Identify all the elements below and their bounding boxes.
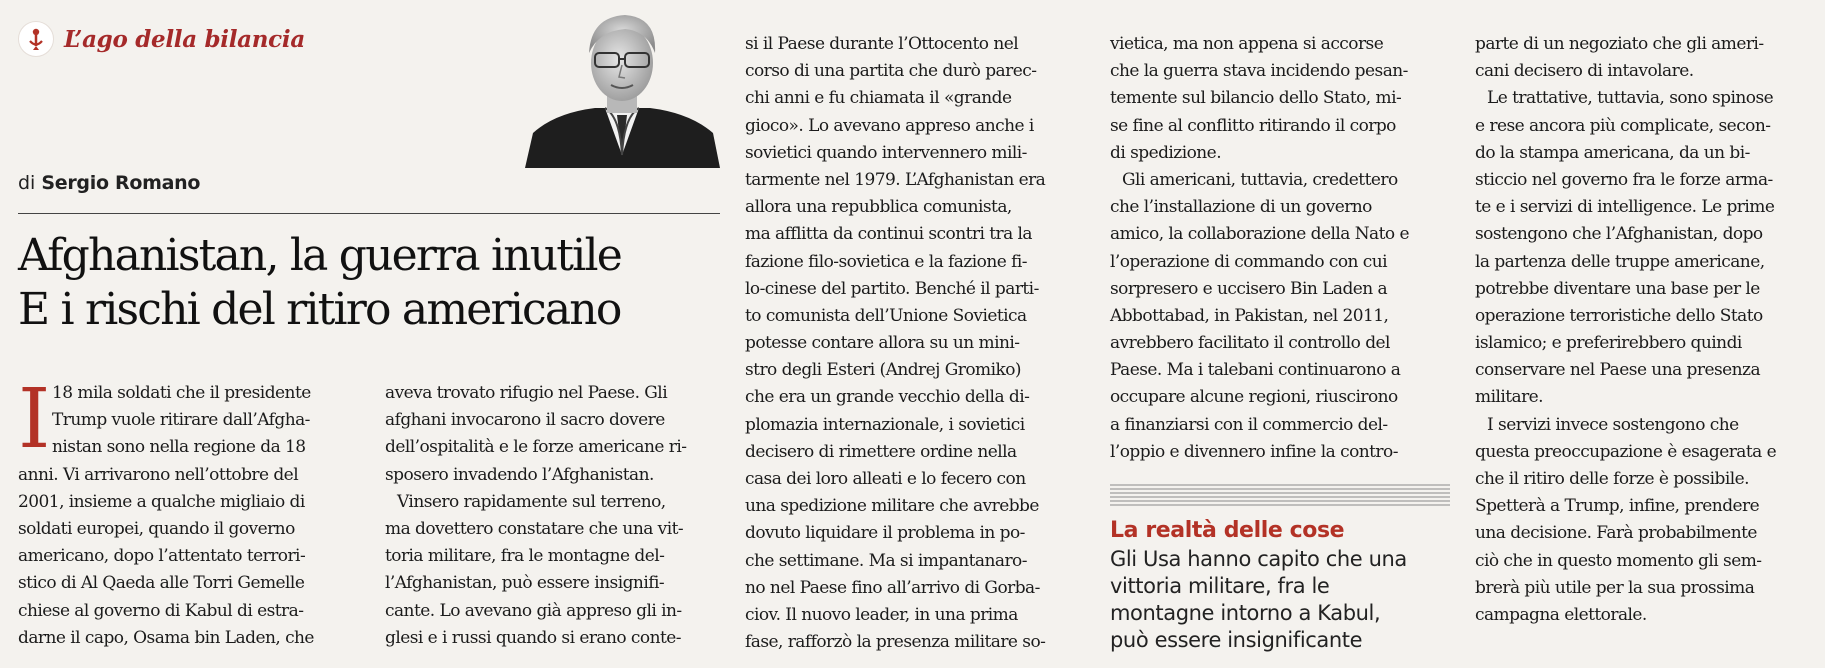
text-line: l’oppio e divennero infine la contro- xyxy=(1110,441,1398,462)
text-line: casa dei loro alleati e lo fecero con xyxy=(745,469,1026,489)
pullquote-text xyxy=(1110,546,1450,654)
text-line: fase, rafforzò la presenza militare so- xyxy=(745,632,1046,653)
text-line: to comunista dell’Unione Sovietica xyxy=(745,305,1027,326)
text-line: darne il capo, Osama bin Laden, che xyxy=(18,627,314,648)
text-line: lo-cinese del partito. Benché il parti- xyxy=(745,278,1039,299)
article-column-1 xyxy=(18,372,348,652)
text-line: glesi e i russi quando si erano conte- xyxy=(385,627,681,648)
text-line: toria militare, fra le montagne del- xyxy=(385,546,665,567)
text-line: l’operazione di commando con cui xyxy=(1110,251,1388,272)
text-line: militare. xyxy=(1475,387,1544,408)
article-column-5 xyxy=(1475,31,1820,629)
text-line: una decisione. Farà probabilmente xyxy=(1475,523,1757,544)
text-line: Trump vuole ritirare dall’Afgha- xyxy=(52,410,310,431)
text-line: 2001, insieme a qualche migliaio di xyxy=(18,491,305,512)
text-line: che il ritiro delle forze è possibile. xyxy=(1475,469,1749,489)
text-line: I servizi invece sostengono che xyxy=(1487,414,1739,435)
text-line: operazione terroristiche dello Stato xyxy=(1475,305,1763,326)
text-line: dovuto liquidare il problema in po- xyxy=(745,523,1025,544)
text-line: di spedizione. xyxy=(1110,142,1222,163)
text-line: do la stampa americana, da un bi- xyxy=(1475,142,1750,163)
byline-prefix: di xyxy=(18,172,36,194)
text-line: sticcio nel governo fra le forze arma- xyxy=(1475,169,1773,190)
scale-needle-icon xyxy=(18,21,54,57)
text-line: che settimane. Ma si impantanaro- xyxy=(745,550,1027,571)
article-column-2 xyxy=(385,380,715,652)
text-line: occupare alcune regioni, riuscirono xyxy=(1110,387,1398,408)
headline xyxy=(18,229,728,337)
text-line: cani decisero di intavolare. xyxy=(1475,61,1694,82)
text-line: brerà più utile per la sua prossima xyxy=(1475,577,1755,598)
text-line: Gli americani, tuttavia, credettero xyxy=(1122,169,1398,190)
text-line: sovietici quando intervennero mili- xyxy=(745,142,1027,163)
text-line: cante. Lo avevano già appreso gli in- xyxy=(385,600,682,621)
rubric-title: L’ago della bilancia xyxy=(64,25,305,53)
pullquote-line: può essere insignificante xyxy=(1110,628,1363,652)
text-line: fazione filo-sovietica e la fazione fi- xyxy=(745,251,1027,272)
text-line: sposero invadendo l’Afghanistan. xyxy=(385,464,654,485)
drop-cap: I xyxy=(18,372,51,467)
pullquote-kicker: La realtà delle cose xyxy=(1110,518,1345,543)
text-line: te e i servizi di intelligence. Le prime xyxy=(1475,197,1775,218)
article-column-4 xyxy=(1110,31,1450,466)
text-line: decisero di rimettere ordine nella xyxy=(745,441,1017,462)
text-line: conservare nel Paese una presenza xyxy=(1475,360,1761,381)
text-line: questa preoccupazione è esagerata e xyxy=(1475,441,1777,462)
text-line: parte di un negoziato che gli ameri- xyxy=(1475,34,1764,54)
text-line: e rese ancora più complicate, secon- xyxy=(1475,115,1771,136)
text-line: ciov. Il nuovo leader, in una prima xyxy=(745,604,1018,625)
text-line: l’Afghanistan, può essere insignifi- xyxy=(385,573,665,594)
text-line: avrebbero facilitato il controllo del xyxy=(1110,333,1390,354)
text-line: Spetterà a Trump, infine, prendere xyxy=(1475,496,1760,517)
author-portrait xyxy=(525,5,720,168)
text-line: anni. Vi arrivarono nell’ottobre del xyxy=(18,464,299,485)
text-line: che l’installazione di un governo xyxy=(1110,197,1372,218)
headline-line: Afghanistan, la guerra inutile xyxy=(18,230,621,281)
text-line: corso di una partita che durò parec- xyxy=(745,61,1037,82)
text-line: la partenza delle truppe americane, xyxy=(1475,251,1765,272)
text-line: si il Paese durante l’Ottocento nel xyxy=(745,34,1019,54)
text-line: se fine al conflitto ritirando il corpo xyxy=(1110,115,1396,136)
text-line: islamico; e preferirebbero quindi xyxy=(1475,333,1742,354)
text-line: a finanziarsi con il commercio del- xyxy=(1110,414,1388,435)
text-line: una spedizione militare che avrebbe xyxy=(745,496,1039,517)
text-line: americano, dopo l’attentato terrori- xyxy=(18,546,306,567)
text-line: che la guerra stava incidendo pesan- xyxy=(1110,61,1408,82)
text-line: potrebbe diventare una base per le xyxy=(1475,278,1760,299)
text-line: plomazia internazionale, i sovietici xyxy=(745,414,1025,435)
text-line: campagna elettorale. xyxy=(1475,604,1647,625)
byline xyxy=(18,172,200,194)
pullquote-line: montagne intorno a Kabul, xyxy=(1110,601,1381,625)
divider xyxy=(18,213,720,214)
text-line: Abbottabad, in Pakistan, nel 2011, xyxy=(1110,305,1389,326)
text-line: ma afflitta da continui scontri tra la xyxy=(745,224,1032,245)
text-line: sorpresero e uccisero Bin Laden a xyxy=(1110,278,1388,299)
text-line: dell’ospitalità e le forze americane ri- xyxy=(385,437,687,458)
text-line: nistan sono nella regione da 18 xyxy=(52,437,306,458)
text-line: sostengono che l’Afghanistan, dopo xyxy=(1475,224,1763,245)
text-line: Paese. Ma i talebani continuarono a xyxy=(1110,360,1401,381)
rubric xyxy=(18,22,305,56)
text-line: stico di Al Qaeda alle Torri Gemelle xyxy=(18,573,305,594)
text-line: chiese al governo di Kabul di estra- xyxy=(18,600,304,621)
text-line: 18 mila soldati che il presidente xyxy=(52,383,311,403)
text-line: potesse contare allora su un mini- xyxy=(745,333,1020,354)
text-line: vietica, ma non appena si accorse xyxy=(1110,34,1384,54)
text-line: no nel Paese fino all’arrivo di Gorba- xyxy=(745,577,1040,598)
pullquote-line: Gli Usa hanno capito che una xyxy=(1110,547,1407,571)
text-line: chi anni e fu chiamata il «grande xyxy=(745,88,1012,109)
text-line: Le trattative, tuttavia, sono spinose xyxy=(1487,88,1774,109)
text-line: amico, la collaborazione della Nato e xyxy=(1110,224,1409,245)
article-column-3 xyxy=(745,31,1085,656)
text-line: temente sul bilancio dello Stato, mi- xyxy=(1110,88,1402,109)
text-line: che era un grande vecchio della di- xyxy=(745,387,1030,408)
pullquote-line: vittoria militare, fra le xyxy=(1110,574,1330,598)
text-line: afghani invocarono il sacro dovere xyxy=(385,410,665,431)
text-line: soldati europei, quando il governo xyxy=(18,518,295,539)
text-line: ma dovettero constatare che una vit- xyxy=(385,518,684,539)
text-line: allora una repubblica comunista, xyxy=(745,197,1012,218)
text-line: tarmente nel 1979. L’Afghanistan era xyxy=(745,169,1046,190)
text-line: Vinsero rapidamente sul terreno, xyxy=(397,491,666,512)
author-name: Sergio Romano xyxy=(41,172,201,194)
text-line: stro degli Esteri (Andrej Gromiko) xyxy=(745,360,1021,381)
text-line: aveva trovato rifugio nel Paese. Gli xyxy=(385,383,668,403)
text-line: ciò che in questo momento gli sem- xyxy=(1475,550,1762,571)
headline-line: E i rischi del ritiro americano xyxy=(18,284,621,335)
text-line: gioco». Lo avevano appreso anche i xyxy=(745,115,1034,136)
quote-divider xyxy=(1110,484,1450,506)
